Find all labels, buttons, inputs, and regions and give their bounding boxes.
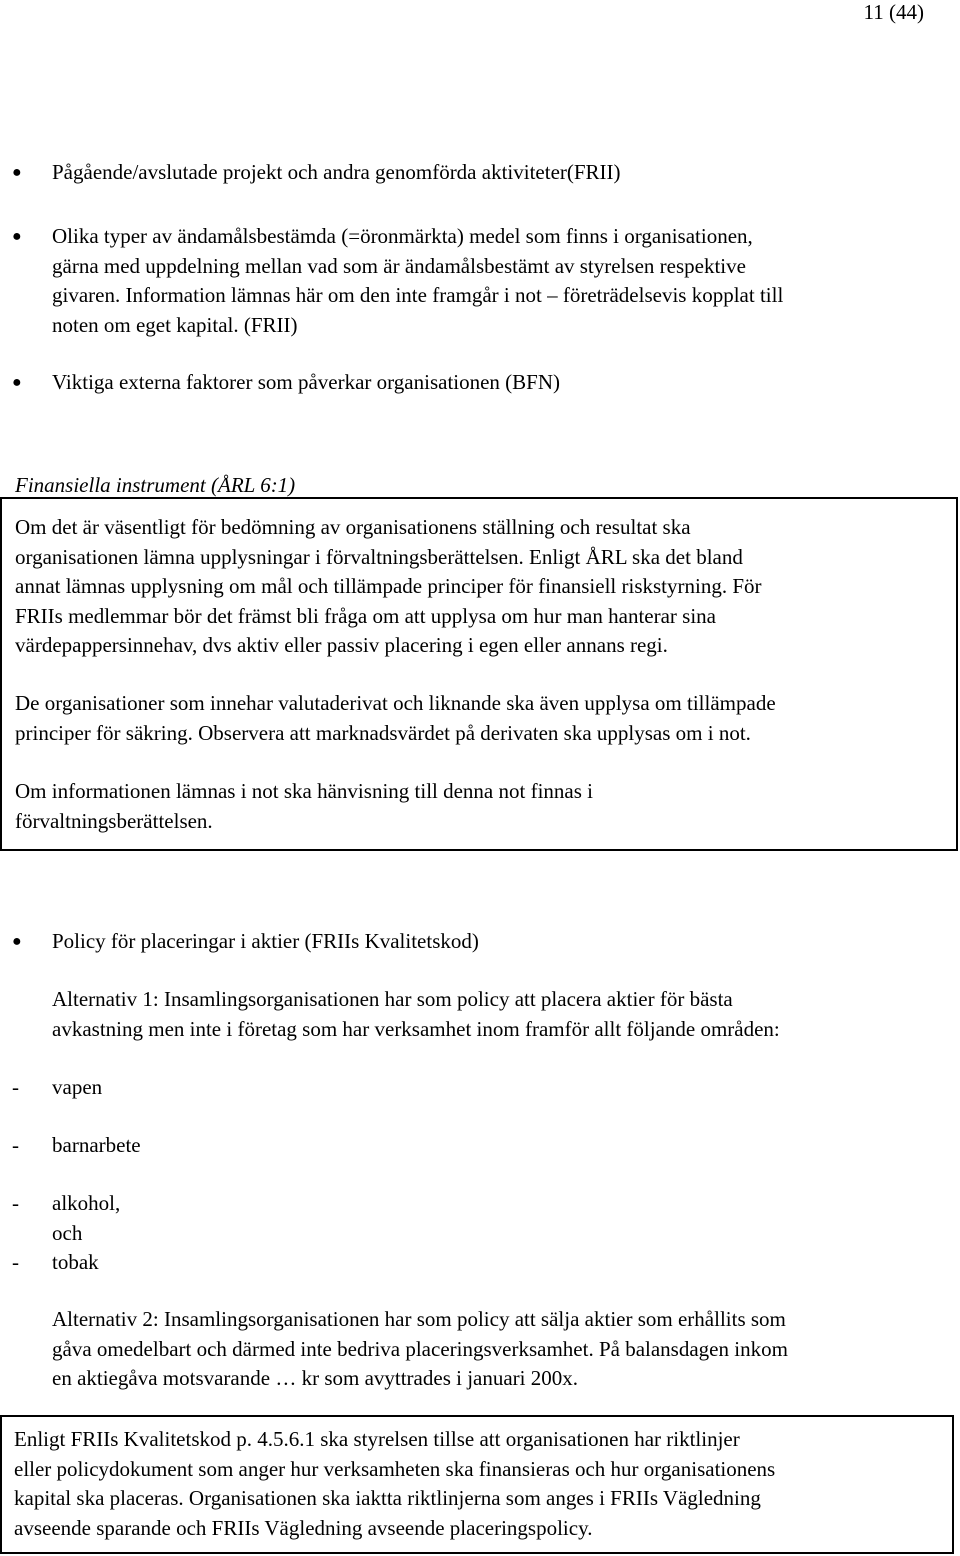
paragraph <box>15 689 955 748</box>
text-line: gärna med uppdelning mellan vad som är ändamålsbestämt av styrelsen respektive <box>52 253 746 278</box>
text-line: värdepappersinnehav, dvs aktiv eller passiv placering i egen eller annans regi. <box>15 633 668 657</box>
info-box <box>0 497 958 851</box>
page-number: 11 (44) <box>863 0 924 24</box>
section-heading: Finansiella instrument (ÅRL 6:1) <box>15 473 296 497</box>
dash-marker: - <box>12 1250 19 1274</box>
text-line: annat lämnas upplysning om mål och tillämpade principer för finansiell riskstyrning. För <box>15 574 762 598</box>
dash-marker: - <box>12 1075 19 1099</box>
text-line: FRIIs medlemmar bör det främst bli fråga om att upplysa om hur man hanterar sina <box>15 603 716 628</box>
bullet-text <box>52 222 952 340</box>
text-line: avseende sparande och FRIIs Vägledning avseende placeringspolicy. <box>14 1515 593 1540</box>
bullet-icon: ● <box>12 374 22 391</box>
text-line: givaren. Information lämnas här om den inte framgår i not – företrädelsevis kopplat till <box>52 283 784 307</box>
quote-box <box>0 1415 954 1554</box>
text-line: Olika typer av ändamålsbestämda (=öronmärkta) medel som finns i organisationen, <box>52 224 753 248</box>
bullet-icon: ● <box>12 933 22 950</box>
list-item-text: vapen <box>52 1075 103 1099</box>
text-line: Om informationen lämnas i not ska hänvisning till denna not finnas i <box>15 779 593 803</box>
text-line: noten om eget kapital. (FRII) <box>52 312 298 337</box>
text-line: eller policydokument som anger hur verksamheten ska finansieras och hur organisationens <box>14 1456 776 1481</box>
bullet-text: Pågående/avslutade projekt och andra genomförda aktiviteter(FRII) <box>52 160 621 184</box>
bullet-text: Viktiga externa faktorer som påverkar organisationen (BFN) <box>52 370 561 394</box>
alternative-2 <box>52 1305 957 1394</box>
text-line: Enligt FRIIs Kvalitetskod p. 4.5.6.1 ska styrelsen tillse att organisationen har riktlinjer <box>14 1427 740 1451</box>
list-item-text: barnarbete <box>52 1133 141 1157</box>
bullet-text: Policy för placeringar i aktier (FRIIs Kvalitetskod) <box>52 929 479 953</box>
list-item-text: tobak <box>52 1250 99 1274</box>
text-line: Alternativ 1: Insamlingsorganisationen har som policy att placera aktier för bästa <box>52 987 733 1011</box>
paragraph <box>15 513 955 661</box>
bullet-icon: ● <box>12 228 22 245</box>
text-line: förvaltningsberättelsen. <box>15 808 213 833</box>
text-line: kapital ska placeras. Organisationen ska iaktta riktlinjerna som anges i FRIIs Vägledning <box>14 1486 761 1510</box>
text-line: Om det är väsentligt för bedömning av organisationens ställning och resultat ska <box>15 515 691 539</box>
list-item-text: alkohol, och <box>52 1191 121 1245</box>
text-line: gåva omedelbart och därmed inte bedriva placeringsverksamhet. På balansdagen inkom <box>52 1336 788 1361</box>
text-line: Alternativ 2: Insamlingsorganisationen har som policy att sälja aktier som erhållits som <box>52 1307 786 1331</box>
dash-marker: - <box>12 1191 19 1215</box>
text-line: en aktiegåva motsvarande … kr som avyttrades i januari 200x. <box>52 1366 579 1390</box>
text-line: principer för säkring. Observera att marknadsvärdet på derivaten ska upplysas om i not. <box>15 720 751 745</box>
paragraph <box>14 1425 954 1543</box>
text-line: De organisationer som innehar valutaderivat och liknande ska även upplysa om tillämpade <box>15 691 776 715</box>
alternative-1 <box>52 985 957 1044</box>
bullet-icon: ● <box>12 164 22 181</box>
dash-marker: - <box>12 1133 19 1157</box>
paragraph <box>15 777 955 836</box>
text-line: avkastning men inte i företag som har verksamhet inom framför allt följande områden: <box>52 1016 780 1041</box>
text-line: organisationen lämna upplysningar i förvaltningsberättelsen. Enligt ÅRL ska det bland <box>15 544 743 569</box>
